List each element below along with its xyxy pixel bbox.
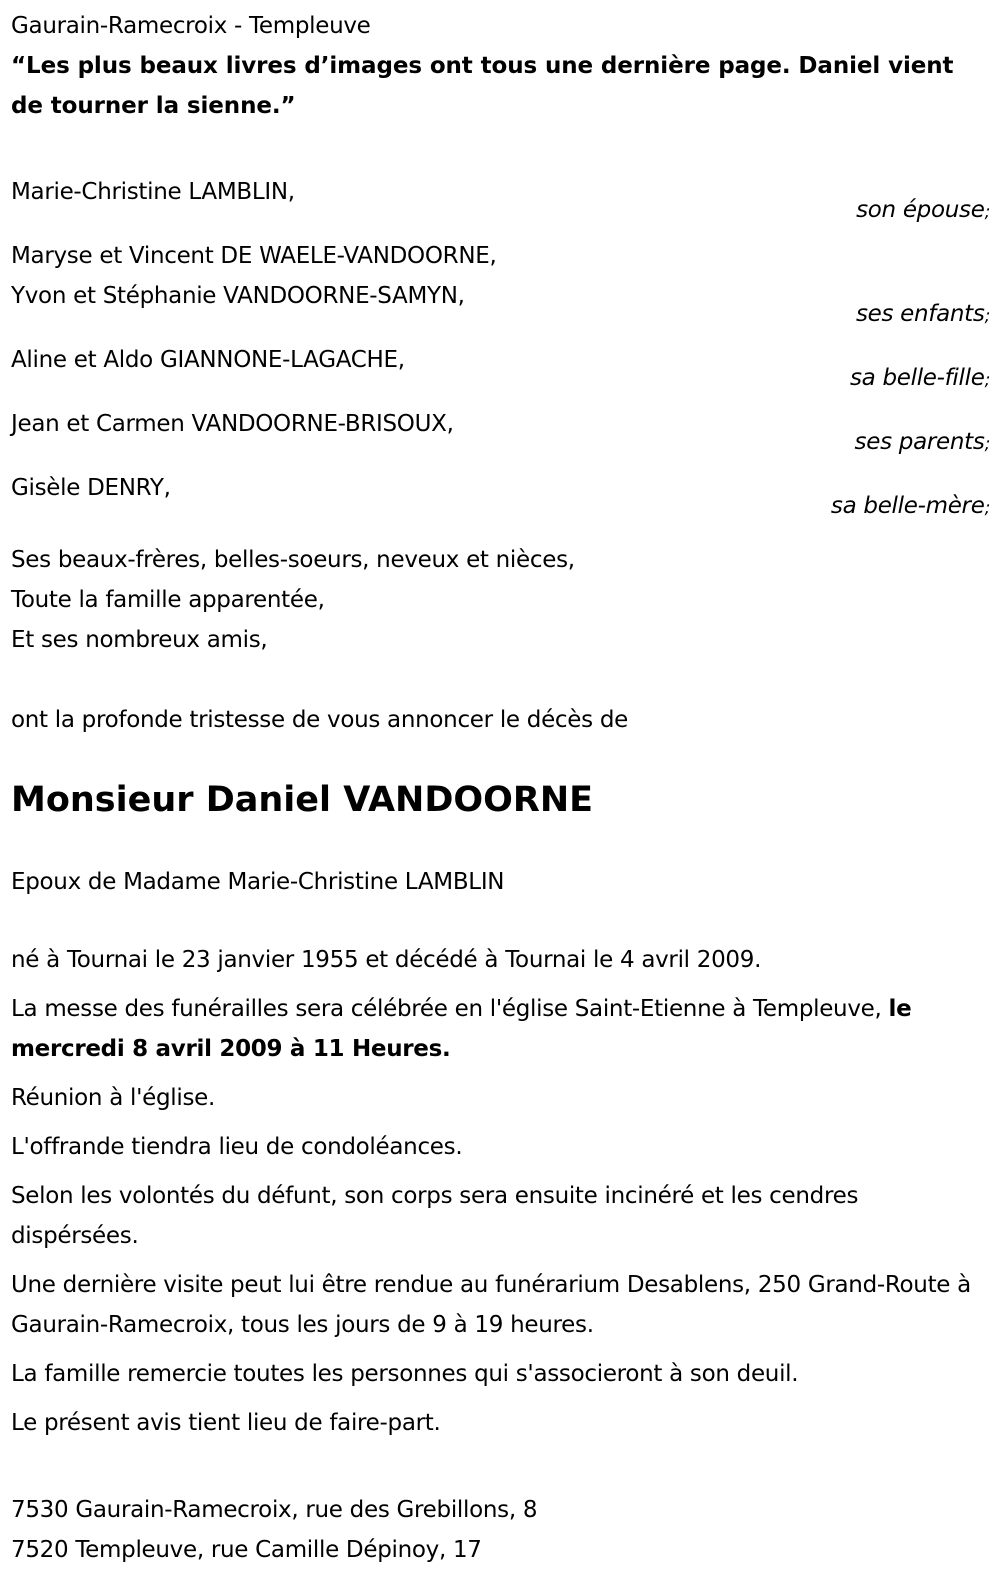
relationship-label: son épouse; [856, 197, 990, 223]
relationship-label: sa belle-fille; [849, 365, 990, 391]
relationship-label: ses enfants; [855, 301, 990, 327]
family-member: Gisèle DENRY, [11, 475, 171, 501]
family-member: Jean et Carmen VANDOORNE-BRISOUX, [11, 411, 454, 437]
extended-family-line: Et ses nombreux amis, [11, 627, 268, 653]
relationship-label: sa belle-mère; [830, 493, 990, 519]
funeral-mass-text: La messe des funérailles sera célébrée en l'église Saint-Etienne à Templeuve, le mercredi 8 avril 2009 à 11 Heures. [11, 996, 912, 1062]
visitation-text: Une dernière visite peut lui être rendue au funérarium Desablens, 250 Grand-Route à Gaurain-Ramecroix, tous les jours de 9 à 19 heures. [11, 1272, 971, 1338]
family-group-daughter-in-law [11, 340, 990, 390]
extended-family-line: Ses beaux-frères, belles-soeurs, neveux et nièces, [11, 547, 575, 573]
memorial-quote: “Les plus beaux livres d’images ont tous une dernière page. Daniel vient de tourner la sienne.” [11, 53, 954, 119]
funeral-datetime: le mercredi 8 avril 2009 à 11 Heures. [11, 996, 912, 1062]
announcement-text: ont la profonde tristesse de vous annoncer le décès de [11, 707, 628, 733]
family-member: Yvon et Stéphanie VANDOORNE-SAMYN, [11, 283, 465, 309]
address-line: 7520 Templeuve, rue Camille Dépinoy, 17 [11, 1537, 482, 1563]
family-member: Maryse et Vincent DE WAELE-VANDOORNE, [11, 243, 497, 269]
relationship-label: ses parents; [854, 429, 990, 455]
family-member: Aline et Aldo GIANNONE-LAGACHE, [11, 347, 405, 373]
cremation-text: Selon les volontés du défunt, son corps sera ensuite incinéré et les cendres dispérsées. [11, 1183, 859, 1249]
spouse-line: Epoux de Madame Marie-Christine LAMBLIN [11, 869, 505, 895]
offering-text: L'offrande tiendra lieu de condoléances. [11, 1134, 463, 1160]
location-header: Gaurain-Ramecroix - Templeuve [11, 13, 371, 39]
thanks-text: La famille remercie toutes les personnes qui s'associeront à son deuil. [11, 1361, 799, 1387]
deceased-name: Monsieur Daniel VANDOORNE [11, 780, 594, 820]
family-group-parents [11, 404, 990, 454]
meeting-text: Réunion à l'église. [11, 1085, 215, 1111]
address-line: 7530 Gaurain-Ramecroix, rue des Grebillons, 8 [11, 1497, 538, 1523]
family-group-mother-in-law [11, 468, 990, 518]
family-group-spouse [11, 172, 990, 222]
notice-text: Le présent avis tient lieu de faire-part. [11, 1410, 441, 1436]
extended-family-line: Toute la famille apparentée, [11, 587, 325, 613]
family-member: Marie-Christine LAMBLIN, [11, 179, 295, 205]
family-group-children [11, 236, 990, 326]
extended-family [11, 540, 990, 660]
birth-death-text: né à Tournai le 23 janvier 1955 et décédé à Tournai le 4 avril 2009. [11, 947, 762, 973]
